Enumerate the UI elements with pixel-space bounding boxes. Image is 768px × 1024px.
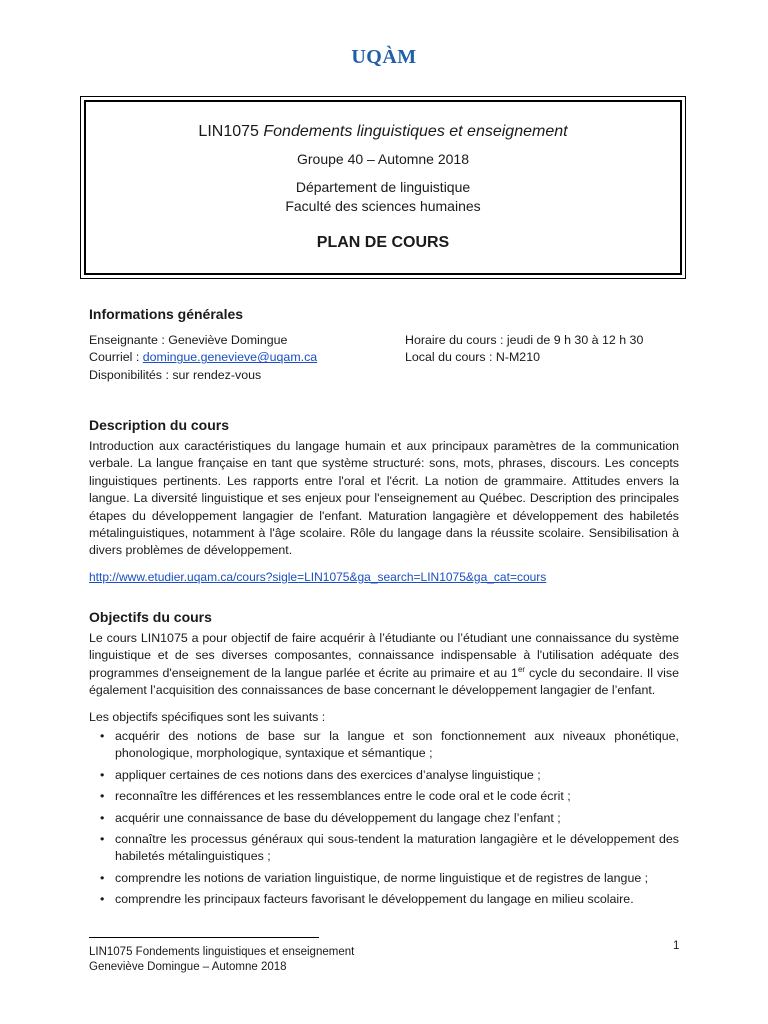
bullet-icon: • [100,767,105,782]
course-url-line [89,569,679,586]
department: Département de linguistique [295,179,471,195]
bullet-icon: • [100,810,105,825]
objectives-section [89,608,679,913]
schedule: Horaire du cours : jeudi de 9 h 30 à 12 h 30 [405,333,644,347]
general-info-section [89,305,679,384]
uqam-logo: UQÀM [351,46,417,68]
list-item [89,891,679,908]
title-box-inner [84,100,682,275]
availability: Disponibilités : sur rendez-vous [89,367,262,382]
faculty: Faculté des sciences humaines [285,198,481,214]
course-group: Groupe 40 – Automne 2018 [296,151,470,167]
description-section [89,416,679,586]
course-url-link[interactable]: http://www.etudier.uqam.ca/cours?sigle=LIN1075&ga_search=LIN1075&ga_cat=cours [89,569,547,584]
course-name: Fondements linguistiques et enseignement [263,123,568,140]
course-title [86,123,680,141]
objectives-heading: Objectifs du cours [89,609,212,625]
email-link[interactable]: domingue.genevieve@uqam.ca [142,350,318,365]
list-item [89,728,679,763]
description-text: Introduction aux caractéristiques du langage humain et aux principaux paramètres de la communication verbale. La langue française en tant que système structuré: sons, mots, phrases, discours. Les concepts linguistiques pertinents. Les rapports entre l'oral et l'écrit. La notion de grammaire. Attitudes envers la langue. La diversité linguistique et ses enjeux pour l'enseignement au Québec. Description des principales étapes du développement langagier de l'enfant. Maturation langagière et développement des habiletés métalinguistiques, notamment à l'âge scolaire. Rôle du langage dans la réussite scolaire. Sensibilisation à divers problèmes de développement. [89,439,679,558]
objectives-intro [89,630,679,700]
list-item-text: comprendre les notions de variation linguistique, de norme linguistique et de registres de langue ; [115,870,649,885]
bullet-icon: • [100,892,105,907]
info-right-column [405,332,679,384]
list-item [89,831,679,866]
objectives-intro-part1: Le cours LIN1075 a pour objectif de faire acquérir à l’étudiante ou l’étudiant une connaissance du système linguistique et de ses diverses composantes, connaissance indispensable à l'utilisation adéquate des programmes d'enseignement de la langue parlée et écrite au primaire et au 1 [89,631,679,680]
info-left-column [89,332,405,384]
bullet-icon: • [100,729,105,744]
general-info-heading: Informations générales [89,306,244,322]
page-number: 1 [673,940,680,952]
footer-course: LIN1075 Fondements linguistiques et enseignement [89,946,355,958]
bullet-icon: • [100,870,105,885]
objectives-intro-sup: er [517,664,526,674]
info-grid [89,332,679,384]
email-line [89,349,405,366]
list-item [89,810,679,827]
list-item-text: acquérir une connaissance de base du développement du langage chez l’enfant ; [115,810,561,825]
specific-objectives-intro: Les objectifs spécifiques sont les suivants : [89,709,326,724]
room: Local du cours : N-M210 [405,350,540,365]
list-item-text: appliquer certaines de ces notions dans des exercices d’analyse linguistique ; [115,767,541,782]
email-label: Courriel : [89,350,143,365]
list-item-text: acquérir des notions de base sur la langue et son fonctionnement aux niveaux phonétique, phonologique, morphologique, syntaxique et sémantique ; [115,729,679,761]
objectives-intro-part2: cycle du secondaire. Il vise également l’acquisition des connaissances de base concernant le développement langagier de l’enfant. [89,665,679,698]
footer [89,945,354,975]
description-heading: Description du cours [89,417,230,433]
doc-title: PLAN DE COURS [316,234,450,251]
list-item [89,767,679,784]
list-item [89,788,679,805]
title-box [80,96,686,279]
objectives-list [89,728,679,909]
list-item [89,870,679,887]
footer-divider [89,937,319,938]
footer-author: Geneviève Domingue – Automne 2018 [89,961,287,973]
teacher-name: Enseignante : Geneviève Domingue [89,333,288,347]
list-item-text: comprendre les principaux facteurs favorisant le développement du langage en milieu scolaire. [115,892,634,907]
list-item-text: connaître les processus généraux qui sous-tendent la maturation langagière et le développement des habiletés métalinguistiques ; [115,832,679,864]
list-item-text: reconnaître les différences et les ressemblances entre le code oral et le code écrit ; [115,789,571,804]
bullet-icon: • [100,789,105,804]
bullet-icon: • [100,832,105,847]
course-code: LIN1075 [198,123,259,140]
